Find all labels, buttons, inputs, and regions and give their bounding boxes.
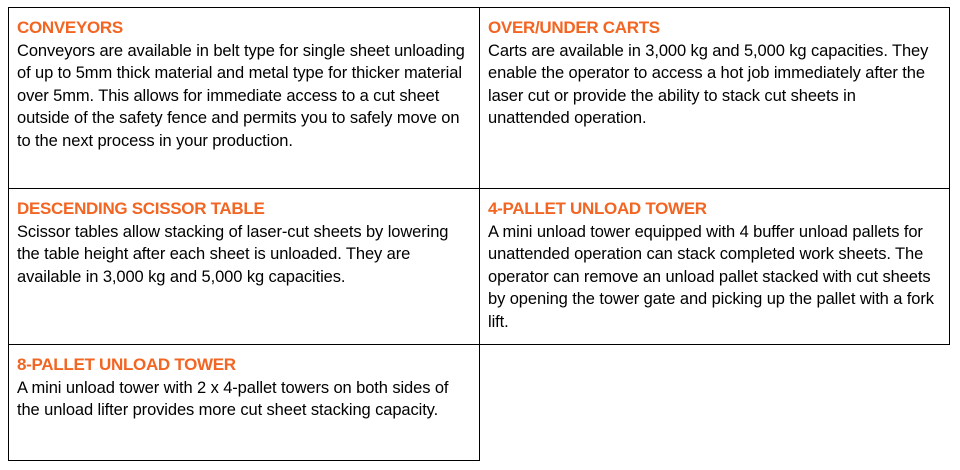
cell-title: DESCENDING SCISSOR TABLE	[17, 199, 265, 218]
cell-conveyors	[8, 7, 480, 189]
cell-8-pallet-unload-tower	[8, 344, 480, 461]
cell-4-pallet-unload-tower	[479, 188, 950, 345]
cell-description: Conveyors are available in belt type for single sheet unloading of up to 5mm thick material and metal type for thicker material over 5mm. This allows for immediate access to a cut sheet outside of the safety fence and permits you to safely move on to the next process in your production.	[17, 41, 465, 150]
cell-title: 4-PALLET UNLOAD TOWER	[488, 199, 707, 218]
cell-description: A mini unload tower with 2 x 4-pallet towers on both sides of the unload lifter provides more cut sheet stacking capacity.	[17, 378, 449, 419]
cell-description: Scissor tables allow stacking of laser-cut sheets by lowering the table height after each sheet is unloaded. They are available in 3,000 kg and 5,000 kg capacities.	[17, 222, 449, 286]
cell-title: 8-PALLET UNLOAD TOWER	[17, 355, 236, 374]
cell-description: Carts are available in 3,000 kg and 5,000 kg capacities. They enable the operator to access a hot job immediately after the laser cut or provide the ability to stack cut sheets in unattended operation.	[488, 41, 929, 127]
cell-over-under-carts	[479, 7, 950, 189]
cell-title: OVER/UNDER CARTS	[488, 18, 660, 37]
cell-description: A mini unload tower equipped with 4 buffer unload pallets for unattended operation can stack completed work sheets. The operator can remove an unload pallet stacked with cut sheets by opening the tower gate and picking up the pallet with a fork lift.	[488, 222, 934, 331]
cell-title: CONVEYORS	[17, 18, 123, 37]
cell-descending-scissor-table	[8, 188, 480, 345]
